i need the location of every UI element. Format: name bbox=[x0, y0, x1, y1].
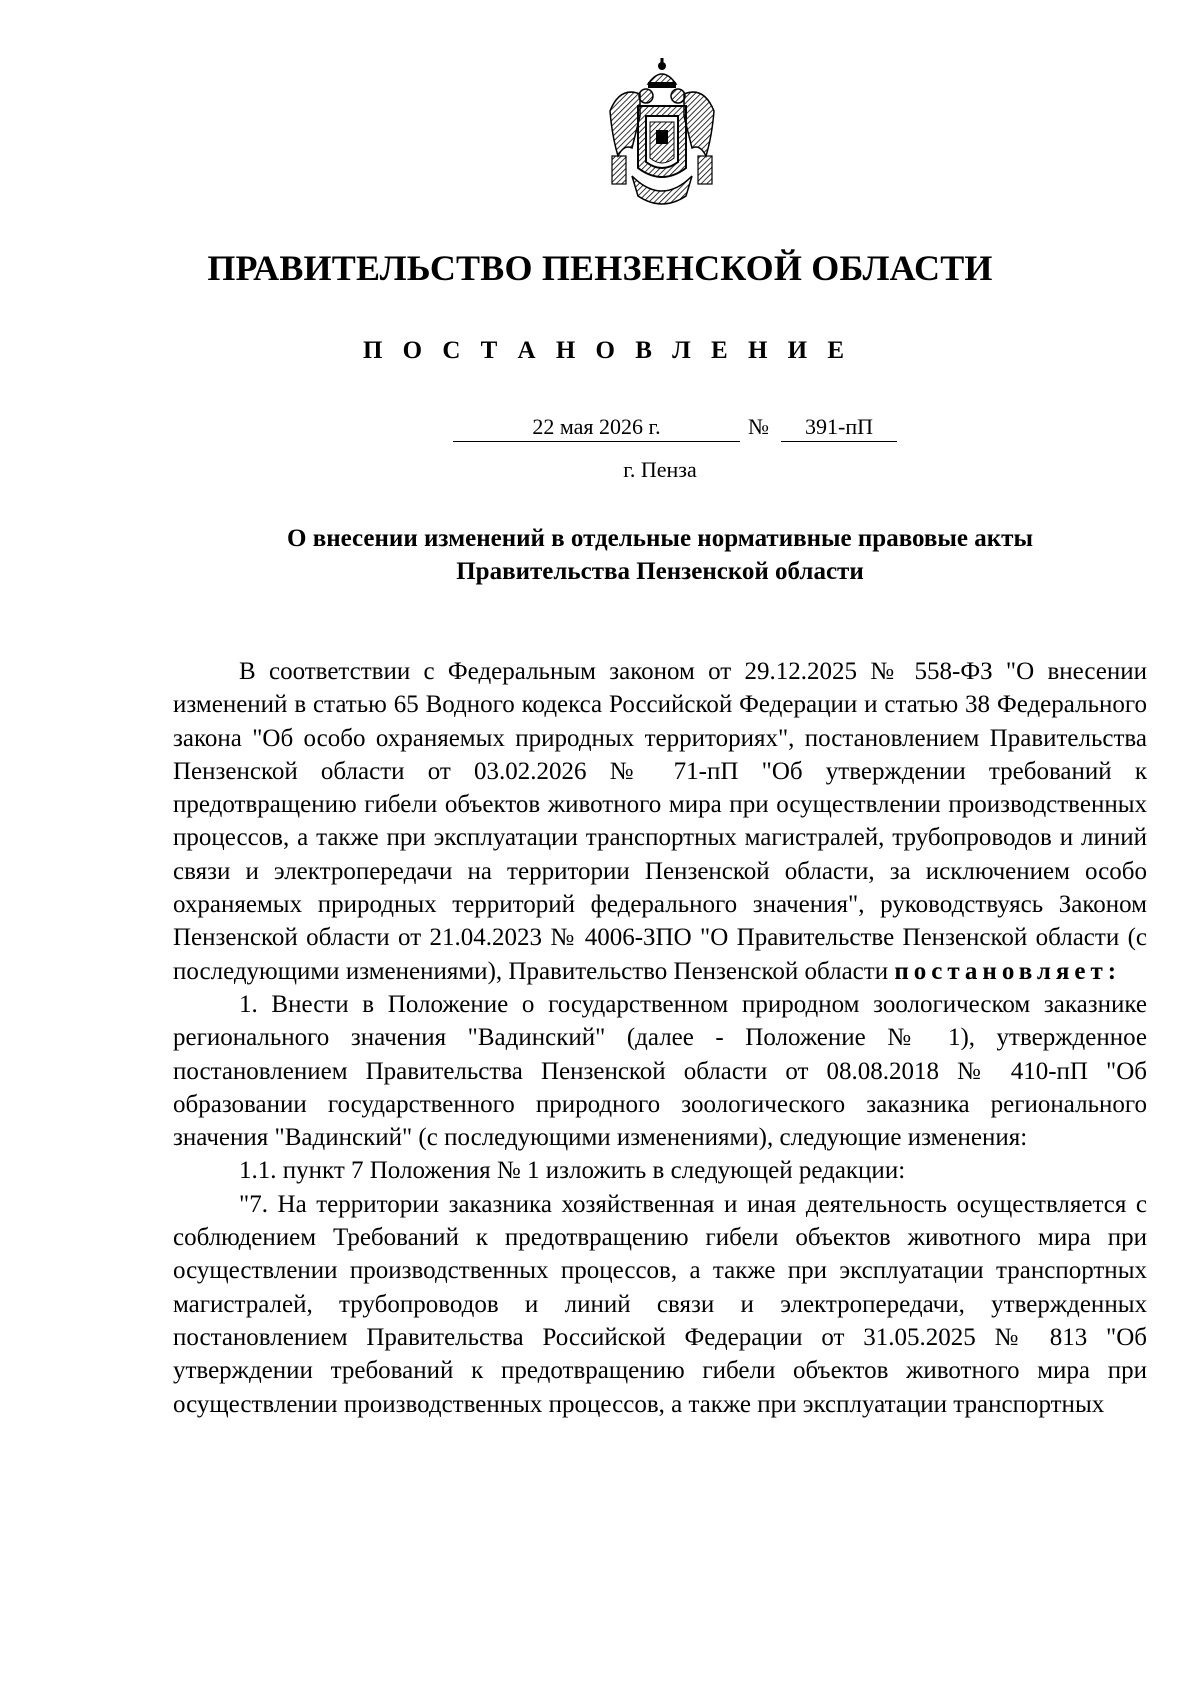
preamble-text: В соответствии с Федеральным законом от 29.12.2025 № 558-ФЗ "О внесении изменений в статью 65 Водного кодекса Российской Федерации и статью 38 Федерального закона "Об особо охраняемых природных территориях", постановлением Правительства Пензенской области от 03.02.2026 № 71-пП "Об утверждении требований к предотвращению гибели объектов животного мира при осуществлении производственных процессов, а также при эксплуатации транспортных магистралей, трубопроводов и линий связи и электропередачи на территории Пензенской области, за исключением особо охраняемых природных территорий федерального значения", руководствуясь Законом Пензенской области от 21.04.2023 № 4006-ЗПО "О Правительстве Пензенской области (с последующими изменениями), Правительство Пензенской области bbox=[173, 658, 1147, 985]
resolves-keyword: постановляет: bbox=[894, 957, 1122, 985]
paragraph-quoted-item-7: "7. На территории заказника хозяйственная и иная деятельность осуществляется с соблюдением Требований к предотвращению гибели объектов животного мира при осуществлении производственных процессов, а также при эксплуатации транспортных магистралей, трубопроводов и линий связи и электропередачи, утвержденных постановлением Правительства Российской Федерации от 31.05.2025 № 813 "Об утверждении требований к предотвращению гибели объектов животного мира при осуществлении производственных процессов, а также при эксплуатации транспортных bbox=[173, 1190, 1147, 1418]
document-number: 391-пП bbox=[781, 413, 897, 442]
paragraph-preamble bbox=[173, 655, 1147, 988]
subject-line-2: Правительства Пензенской области bbox=[456, 558, 864, 585]
subject-line-1: О внесении изменений в отдельные нормативные правовые акты bbox=[287, 525, 1033, 552]
coat-of-arms-emblem bbox=[602, 56, 722, 211]
document-body bbox=[173, 655, 1147, 1421]
government-title: ПРАВИТЕЛЬСТВО ПЕНЗЕНСКОЙ ОБЛАСТИ bbox=[207, 248, 993, 288]
document-date: 22 мая 2026 г. bbox=[453, 413, 740, 442]
document-subject bbox=[160, 522, 1160, 588]
document-type: П О С Т А Н О В Л Е Н И Е bbox=[362, 337, 852, 364]
paragraph-item-1-1: 1.1. пункт 7 Положения № 1 изложить в следующей редакции: bbox=[239, 1157, 906, 1185]
city: г. Пенза bbox=[623, 457, 697, 482]
paragraph-item-1: 1. Внести в Положение о государственном природном зоологическом заказнике регионального значения "Вадинский" (далее - Положение № 1), утвержденное постановлением Правительства Пензенской области от 08.08.2018 № 410-пП "Об образовании государственного природного зоологического заказника регионального значения "Вадинский" (с последующими изменениями), следующие изменения: bbox=[173, 990, 1147, 1152]
number-sign: № bbox=[748, 414, 769, 439]
